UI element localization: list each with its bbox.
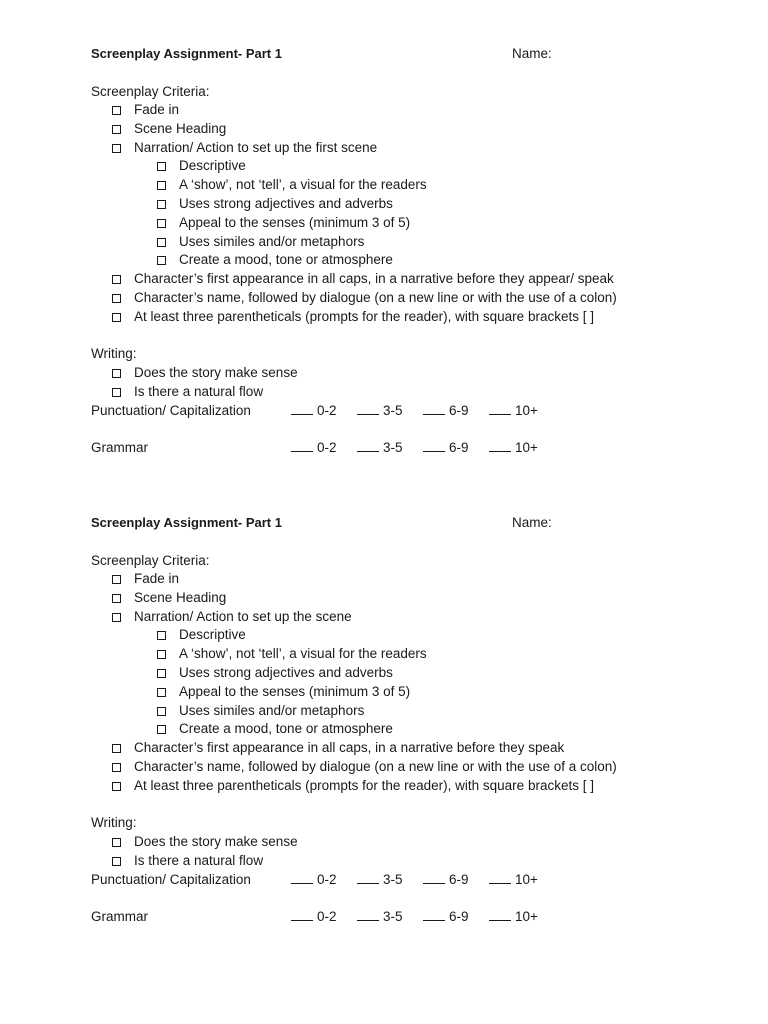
section-title: Screenplay Assignment- Part 1 — [91, 46, 282, 61]
score-option-label: 3-5 — [383, 909, 403, 924]
checkbox-icon[interactable] — [112, 857, 121, 866]
checkbox-icon[interactable] — [112, 613, 121, 622]
score-option-label: 10+ — [515, 872, 538, 887]
checkbox-icon[interactable] — [112, 144, 121, 153]
criteria-item-label: Narration/ Action to set up the first scene — [134, 140, 378, 155]
criteria-item-label: Appeal to the senses (minimum 3 of 5) — [179, 215, 411, 230]
criteria-item-label: Uses strong adjectives and adverbs — [179, 665, 393, 680]
criteria-item[interactable] — [112, 289, 617, 307]
checkbox-icon[interactable] — [112, 294, 121, 303]
score-blank[interactable] — [291, 439, 313, 452]
criteria-heading: Screenplay Criteria: — [91, 84, 210, 99]
criteria-subitem[interactable] — [157, 664, 393, 682]
criteria-item-label: Narration/ Action to set up the scene — [134, 609, 352, 624]
score-blank[interactable] — [357, 402, 379, 415]
writing-item[interactable] — [112, 383, 263, 401]
score-option[interactable] — [357, 402, 403, 420]
score-blank[interactable] — [489, 908, 511, 921]
score-blank[interactable] — [423, 439, 445, 452]
checkbox-icon[interactable] — [157, 256, 166, 265]
score-blank[interactable] — [291, 402, 313, 415]
criteria-item-label: Appeal to the senses (minimum 3 of 5) — [179, 684, 411, 699]
criteria-subitem[interactable] — [157, 233, 364, 251]
criteria-item-label: A ‘show’, not ‘tell’, a visual for the readers — [179, 177, 427, 192]
score-option-label: 0-2 — [317, 872, 337, 887]
checkbox-icon[interactable] — [112, 275, 121, 284]
checkbox-icon[interactable] — [157, 238, 166, 247]
criteria-item-label: Character’s first appearance in all caps, in a narrative before they speak — [134, 740, 565, 755]
score-option[interactable] — [423, 439, 469, 457]
score-option[interactable] — [423, 871, 469, 889]
criteria-item-label: Create a mood, tone or atmosphere — [179, 721, 393, 736]
writing-item-label: Is there a natural flow — [134, 853, 264, 868]
criteria-subitem[interactable] — [157, 195, 393, 213]
score-option[interactable] — [357, 908, 403, 926]
checkbox-icon[interactable] — [157, 669, 166, 678]
score-option[interactable] — [291, 908, 337, 926]
writing-item[interactable] — [112, 833, 298, 851]
criteria-subitem[interactable] — [157, 157, 246, 175]
section-title: Screenplay Assignment- Part 1 — [91, 515, 282, 530]
score-blank[interactable] — [489, 439, 511, 452]
score-option[interactable] — [291, 439, 337, 457]
writing-item[interactable] — [112, 852, 263, 870]
criteria-item-label: Descriptive — [179, 627, 246, 642]
checkbox-icon[interactable] — [112, 106, 121, 115]
criteria-item-label: At least three parentheticals (prompts for the reader), with square brackets [ ] — [134, 309, 594, 324]
score-blank[interactable] — [423, 402, 445, 415]
score-option[interactable] — [291, 402, 337, 420]
checkbox-icon[interactable] — [112, 388, 121, 397]
score-option[interactable] — [489, 402, 538, 420]
score-row-punctuation — [91, 402, 711, 420]
checkbox-icon[interactable] — [157, 725, 166, 734]
checkbox-icon[interactable] — [112, 782, 121, 791]
score-option[interactable] — [357, 439, 403, 457]
criteria-item[interactable] — [112, 139, 377, 157]
checkbox-icon[interactable] — [157, 688, 166, 697]
score-option[interactable] — [357, 871, 403, 889]
score-option-label: 0-2 — [317, 403, 337, 418]
score-option-label: 6-9 — [449, 909, 469, 924]
checkbox-icon[interactable] — [157, 631, 166, 640]
criteria-item-label: Uses similes and/or metaphors — [179, 703, 365, 718]
score-blank[interactable] — [423, 908, 445, 921]
score-blank[interactable] — [489, 871, 511, 884]
criteria-subitem[interactable] — [157, 702, 364, 720]
checkbox-icon[interactable] — [157, 219, 166, 228]
score-option-label: 10+ — [515, 909, 538, 924]
checkbox-icon[interactable] — [157, 200, 166, 209]
criteria-item-label: Scene Heading — [134, 121, 227, 136]
criteria-item-label: A ‘show’, not ‘tell’, a visual for the readers — [179, 646, 427, 661]
criteria-item-label: Fade in — [134, 102, 180, 117]
checkbox-icon[interactable] — [112, 369, 121, 378]
criteria-item-label: At least three parentheticals (prompts for the reader), with square brackets [ ] — [134, 778, 594, 793]
score-blank[interactable] — [357, 439, 379, 452]
criteria-item-label: Create a mood, tone or atmosphere — [179, 252, 393, 267]
score-option-label: 10+ — [515, 403, 538, 418]
checkbox-icon[interactable] — [112, 594, 121, 603]
score-option-label: 3-5 — [383, 440, 403, 455]
criteria-item[interactable] — [112, 270, 614, 288]
score-label: Punctuation/ Capitalization — [91, 403, 251, 418]
criteria-item-label: Fade in — [134, 571, 180, 586]
writing-item-label: Does the story make sense — [134, 834, 298, 849]
score-option-label: 6-9 — [449, 872, 469, 887]
checkbox-icon[interactable] — [157, 650, 166, 659]
score-label: Grammar — [91, 909, 148, 924]
criteria-item[interactable] — [112, 570, 179, 588]
writing-heading: Writing: — [91, 815, 137, 830]
score-option-label: 6-9 — [449, 440, 469, 455]
score-row-grammar — [91, 439, 711, 457]
score-option[interactable] — [489, 908, 538, 926]
score-blank[interactable] — [357, 908, 379, 921]
criteria-subitem[interactable] — [157, 251, 393, 269]
criteria-subitem[interactable] — [157, 176, 427, 194]
criteria-item-label: Descriptive — [179, 158, 246, 173]
score-row-punctuation — [91, 871, 711, 889]
criteria-item-label: Uses strong adjectives and adverbs — [179, 196, 393, 211]
checkbox-icon[interactable] — [112, 125, 121, 134]
criteria-item[interactable] — [112, 101, 179, 119]
writing-item[interactable] — [112, 364, 298, 382]
criteria-item[interactable] — [112, 308, 594, 326]
criteria-item-label: Scene Heading — [134, 590, 227, 605]
criteria-subitem[interactable] — [157, 214, 410, 232]
checkbox-icon[interactable] — [157, 162, 166, 171]
score-option[interactable] — [291, 871, 337, 889]
criteria-item[interactable] — [112, 589, 226, 607]
criteria-heading: Screenplay Criteria: — [91, 553, 210, 568]
criteria-item[interactable] — [112, 777, 594, 795]
score-option-label: 10+ — [515, 440, 538, 455]
score-blank[interactable] — [291, 908, 313, 921]
score-blank[interactable] — [357, 871, 379, 884]
checkbox-icon[interactable] — [112, 313, 121, 322]
criteria-item[interactable] — [112, 739, 564, 757]
score-blank[interactable] — [489, 402, 511, 415]
score-option-label: 3-5 — [383, 403, 403, 418]
checkbox-icon[interactable] — [112, 575, 121, 584]
checkbox-icon[interactable] — [157, 181, 166, 190]
criteria-item[interactable] — [112, 758, 617, 776]
score-blank[interactable] — [423, 871, 445, 884]
score-option-label: 0-2 — [317, 909, 337, 924]
score-label: Grammar — [91, 440, 148, 455]
criteria-item-label: Character’s name, followed by dialogue (on a new line or with the use of a colon) — [134, 759, 617, 774]
score-blank[interactable] — [291, 871, 313, 884]
score-option-label: 6-9 — [449, 403, 469, 418]
criteria-item[interactable] — [112, 120, 226, 138]
criteria-subitem[interactable] — [157, 683, 410, 701]
score-option-label: 0-2 — [317, 440, 337, 455]
writing-heading: Writing: — [91, 346, 137, 361]
writing-item-label: Does the story make sense — [134, 365, 298, 380]
name-label: Name: — [512, 46, 552, 61]
criteria-item[interactable] — [112, 608, 352, 626]
score-row-grammar — [91, 908, 711, 926]
name-label: Name: — [512, 515, 552, 530]
checkbox-icon[interactable] — [112, 838, 121, 847]
criteria-item-label: Uses similes and/or metaphors — [179, 234, 365, 249]
writing-item-label: Is there a natural flow — [134, 384, 264, 399]
score-option[interactable] — [489, 871, 538, 889]
score-option-label: 3-5 — [383, 872, 403, 887]
checkbox-icon[interactable] — [157, 707, 166, 716]
criteria-subitem[interactable] — [157, 645, 427, 663]
criteria-item-label: Character’s name, followed by dialogue (on a new line or with the use of a colon) — [134, 290, 617, 305]
criteria-item-label: Character’s first appearance in all caps, in a narrative before they appear/ speak — [134, 271, 614, 286]
score-label: Punctuation/ Capitalization — [91, 872, 251, 887]
score-option[interactable] — [423, 908, 469, 926]
score-option[interactable] — [423, 402, 469, 420]
score-option[interactable] — [489, 439, 538, 457]
criteria-subitem[interactable] — [157, 626, 246, 644]
checkbox-icon[interactable] — [112, 763, 121, 772]
criteria-subitem[interactable] — [157, 720, 393, 738]
checkbox-icon[interactable] — [112, 744, 121, 753]
